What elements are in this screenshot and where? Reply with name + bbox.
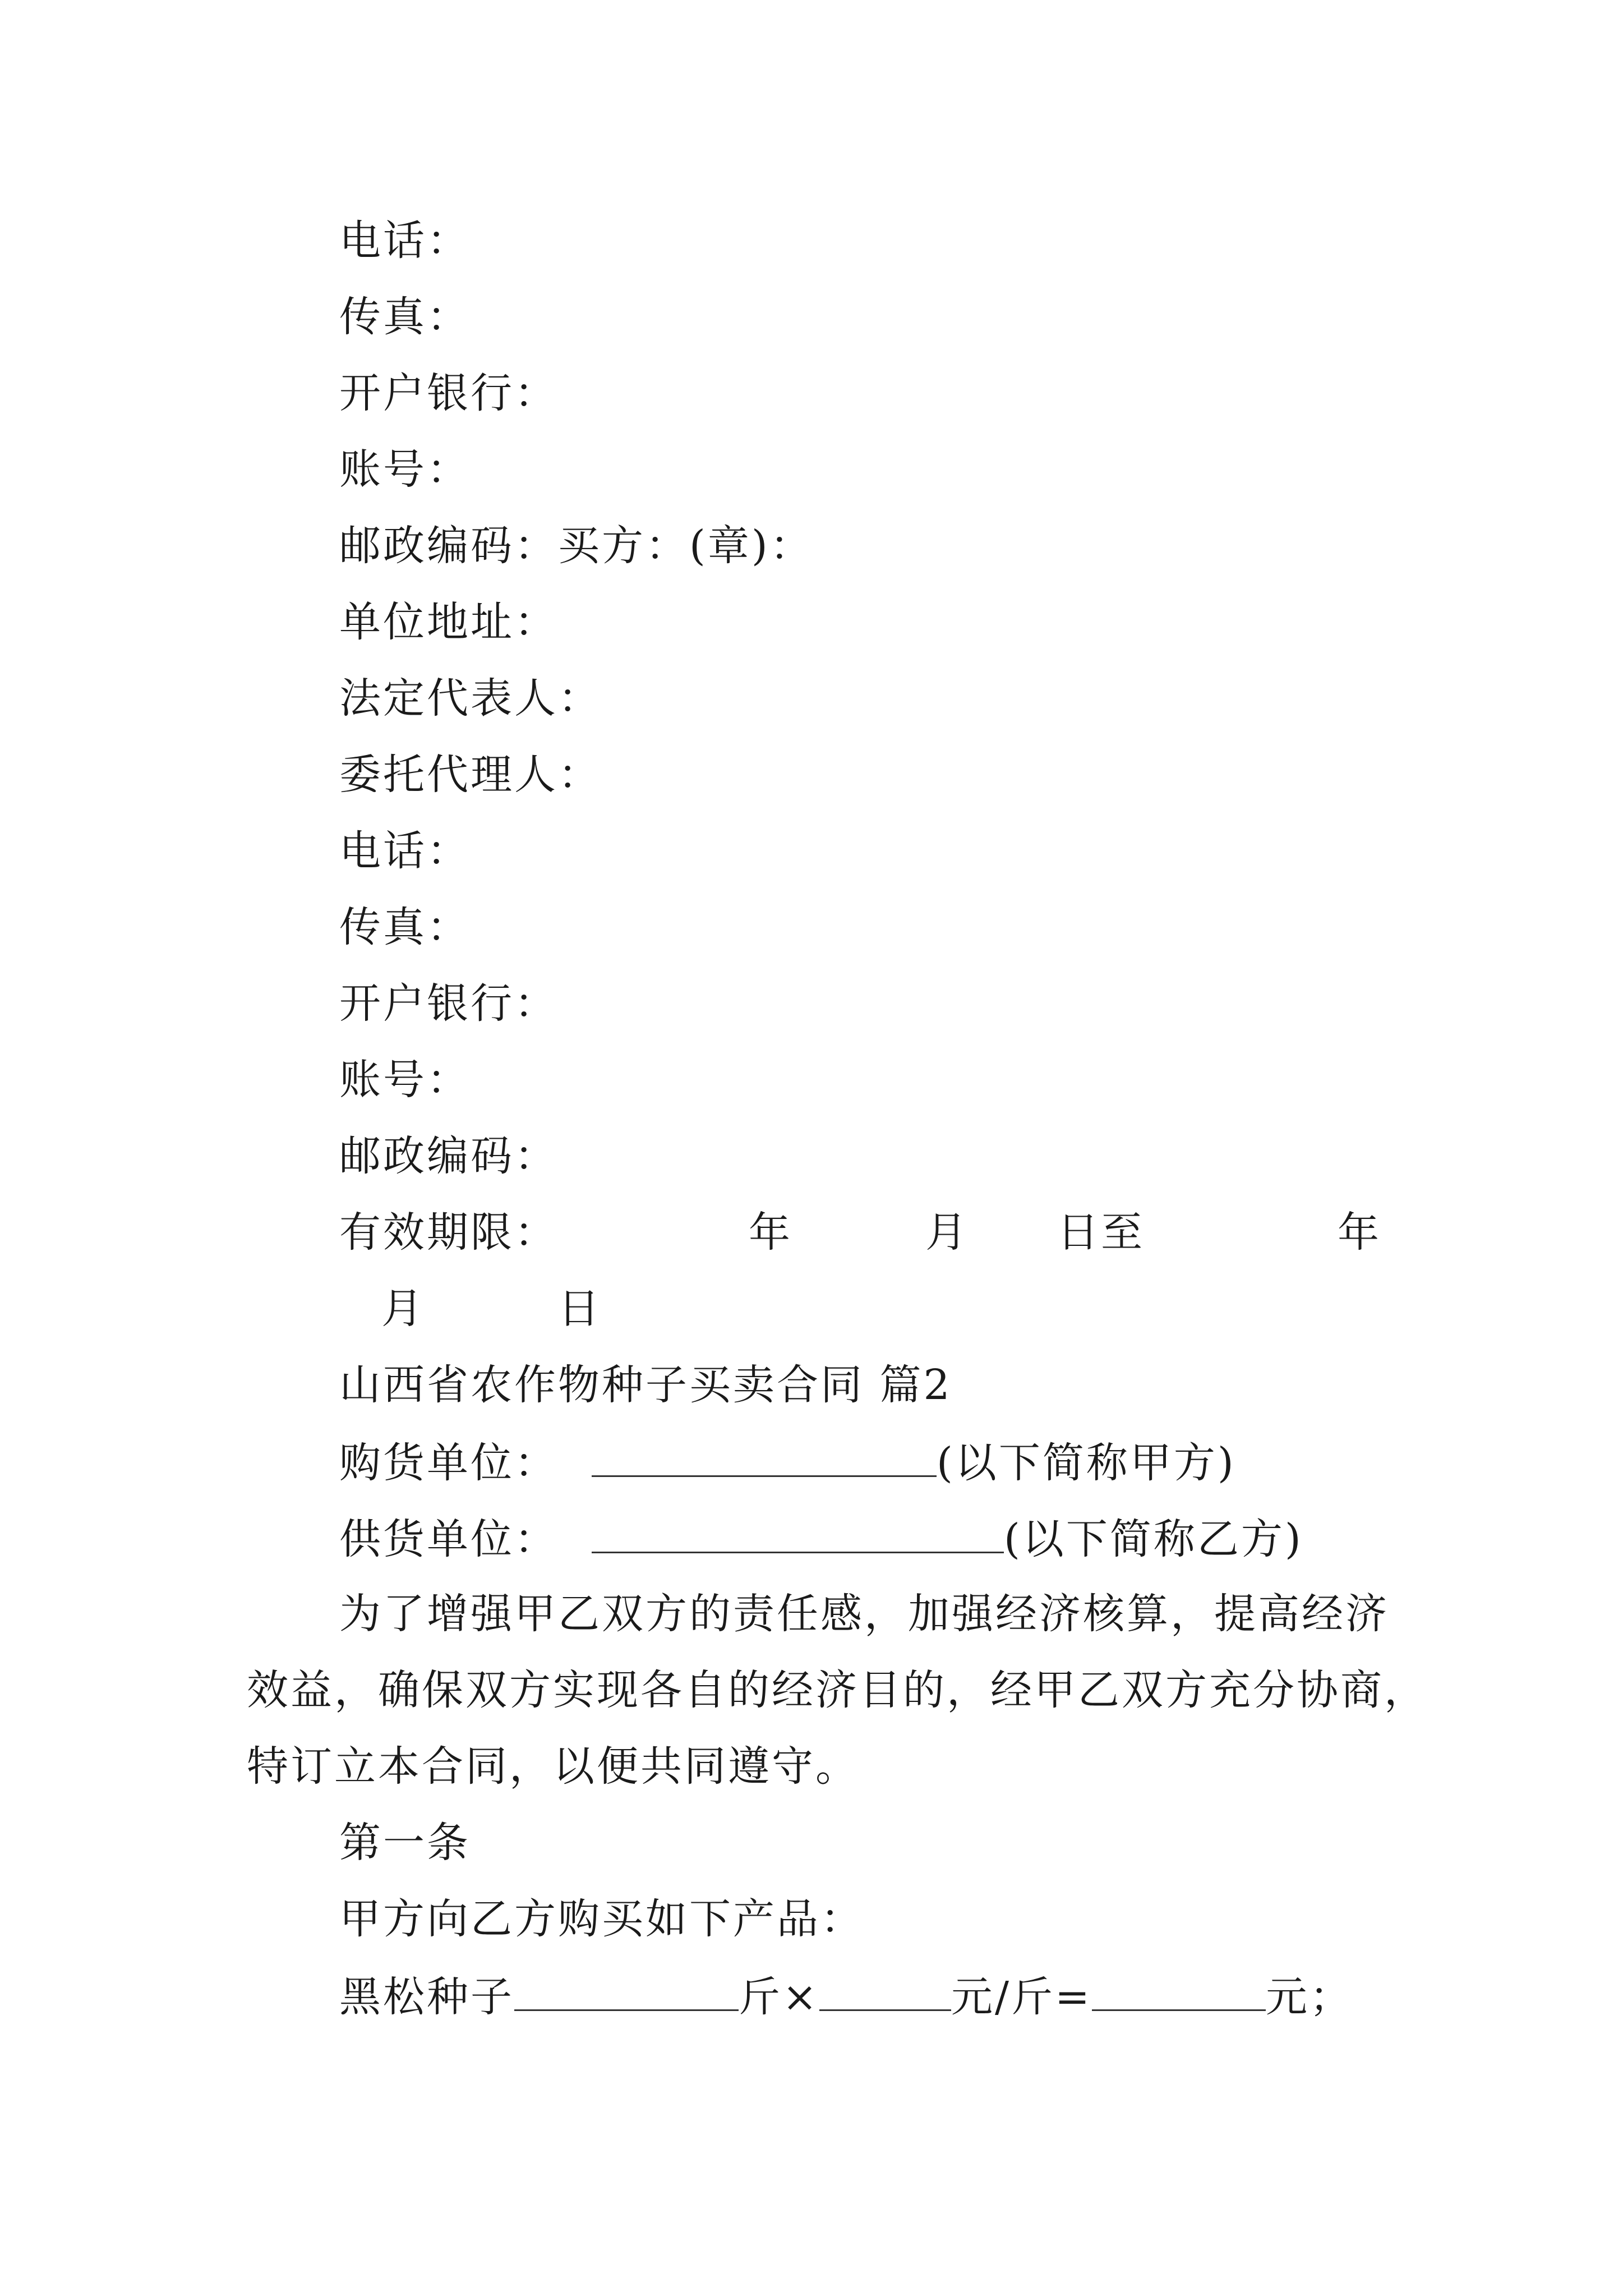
intro-line-1: 为了增强甲乙双方的责任感，加强经济核算，提高经济 — [339, 1590, 1389, 1638]
supplier-blank[interactable] — [592, 1517, 1004, 1553]
buyer-address-label: 单位地址： — [339, 598, 558, 646]
item-line — [339, 1973, 1353, 2021]
unit-price-blank[interactable] — [819, 1975, 951, 2011]
seller-bank-label: 开户银行： — [339, 369, 558, 417]
buyer-postcode-label: 邮政编码： — [339, 1132, 558, 1180]
validity-year1: 年 — [749, 1208, 792, 1257]
intro-line-3: 特订立本合同，以便共同遵守。 — [247, 1742, 859, 1791]
unit-yuan-end: 元； — [1265, 1973, 1353, 2021]
seller-phone-label: 电话： — [339, 217, 471, 265]
buyer-phone-label: 电话： — [339, 827, 471, 875]
section2-heading: 山西省农作物种子买卖合同 篇2 — [339, 1361, 952, 1409]
seller-account-label: 账号： — [339, 445, 471, 494]
purchaser-line — [339, 1439, 1236, 1487]
buyer-fax-label: 传真： — [339, 903, 471, 951]
item-name: 黑松种子 — [339, 1973, 514, 2021]
total-blank[interactable] — [1092, 1975, 1266, 2011]
purchase-intro: 甲方向乙方购买如下产品： — [339, 1895, 864, 1943]
seller-fax-label: 传真： — [339, 293, 471, 341]
validity-year2: 年 — [1338, 1208, 1381, 1257]
unit-yuan-per-jin: 元/斤= — [951, 1973, 1092, 2021]
purchaser-label: 购货单位： — [339, 1439, 558, 1487]
buyer-bank-label: 开户银行： — [339, 979, 558, 1028]
purchaser-suffix: (以下简称甲方) — [937, 1439, 1236, 1487]
intro-line-2: 效益，确保双方实现各自的经济目的，经甲乙双方充分协商， — [247, 1666, 1428, 1714]
supplier-suffix: (以下简称乙方) — [1004, 1515, 1303, 1563]
buyer-legal-rep-label: 法定代表人： — [339, 674, 602, 723]
validity-month2: 月 — [381, 1285, 425, 1333]
validity-month1: 月 — [925, 1208, 969, 1257]
quantity-blank[interactable] — [514, 1975, 739, 2011]
supplier-line — [339, 1515, 1303, 1563]
purchaser-blank[interactable] — [592, 1441, 937, 1477]
seller-postcode-buyer-label: 邮政编码：买方：(章)： — [339, 522, 814, 570]
buyer-account-label: 账号： — [339, 1056, 471, 1104]
validity-day2: 日 — [558, 1285, 602, 1333]
unit-jin-times: 斤× — [739, 1973, 820, 2021]
article-1-heading: 第一条 — [339, 1819, 471, 1867]
buyer-agent-label: 委托代理人： — [339, 751, 602, 799]
supplier-label: 供货单位： — [339, 1515, 558, 1563]
validity-label: 有效期限： — [339, 1208, 558, 1257]
validity-day-to: 日至 — [1057, 1208, 1145, 1257]
